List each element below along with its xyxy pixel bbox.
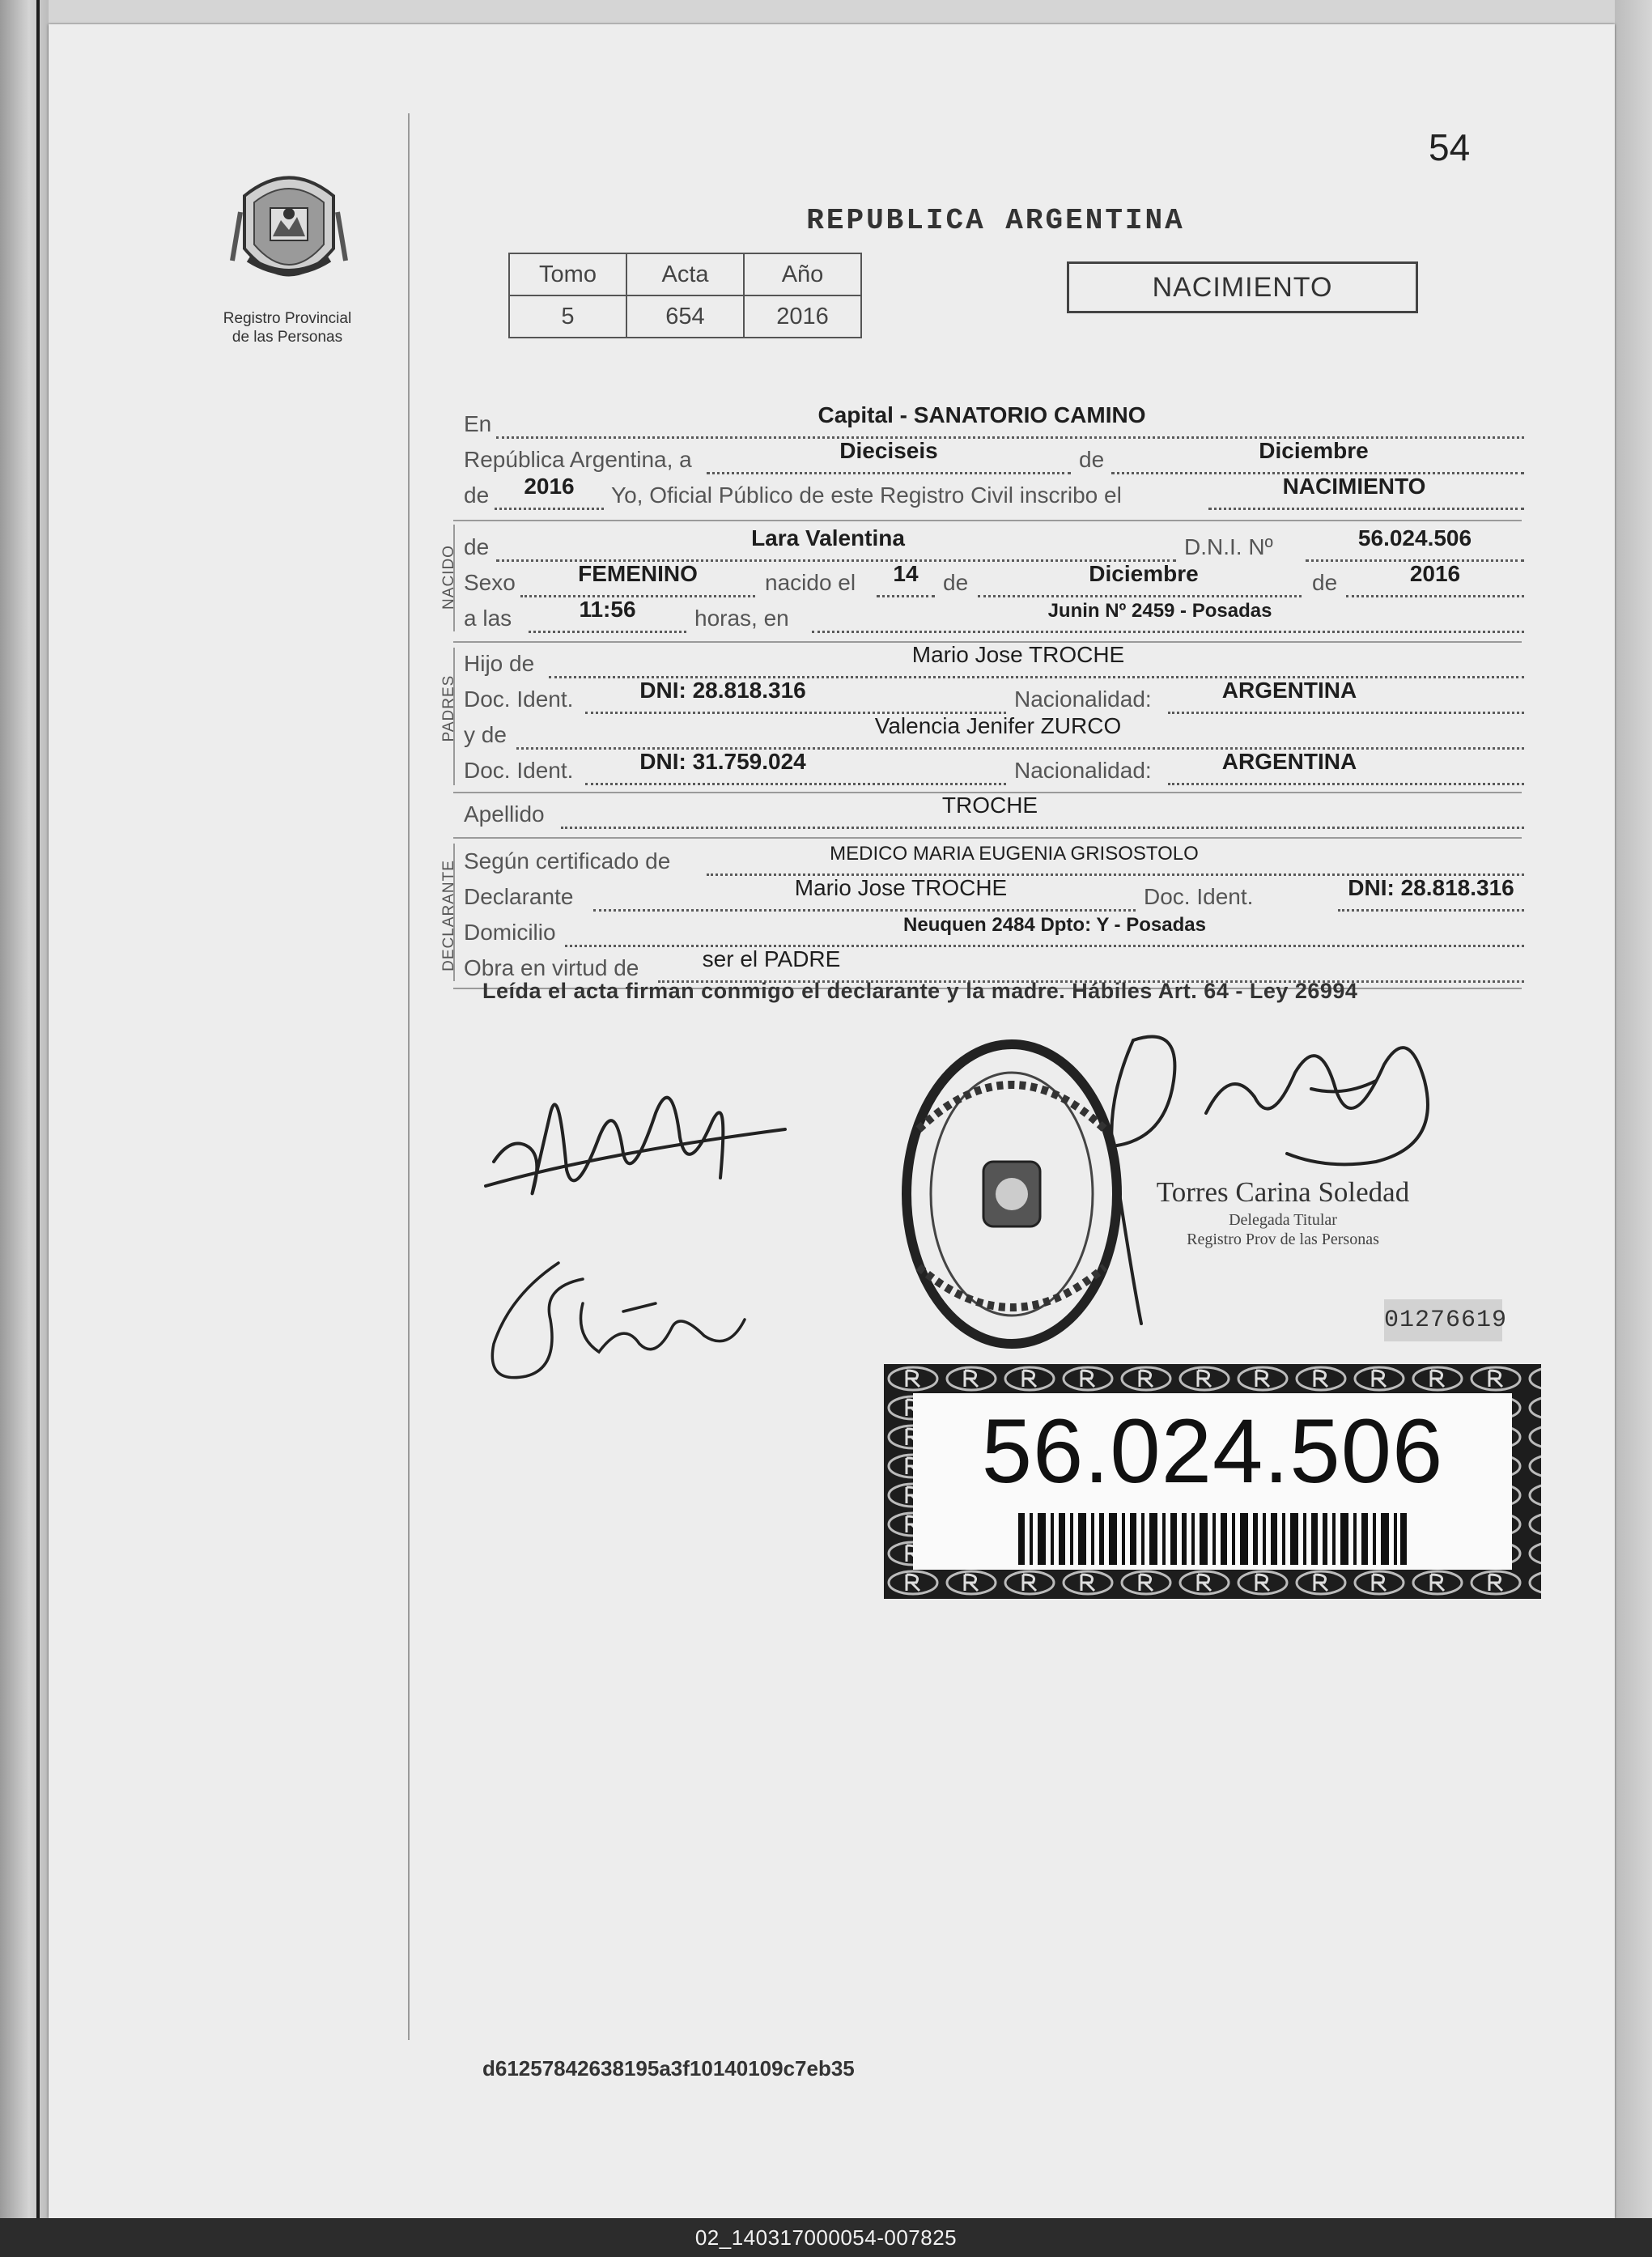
nacionalidad-label: Nacionalidad: bbox=[1014, 686, 1152, 712]
time-value: 11:56 bbox=[579, 597, 636, 622]
row-mother-doc bbox=[464, 749, 1524, 790]
dots bbox=[529, 631, 686, 633]
de-label: de bbox=[464, 482, 490, 508]
dots bbox=[812, 631, 1524, 633]
declarante-section-label: DECLARANTE bbox=[440, 860, 457, 971]
place-value: Capital - SANATORIO CAMINO bbox=[818, 402, 1146, 427]
registry-name-line2: de las Personas bbox=[231, 329, 343, 346]
mother-doc-value: DNI: 31.759.024 bbox=[639, 749, 806, 774]
birth-day-value: 14 bbox=[893, 561, 919, 586]
birth-month-value: Diciembre bbox=[1089, 561, 1199, 586]
official-name: Torres Carina Soledad bbox=[1156, 1176, 1410, 1208]
acta-header: Acta bbox=[626, 253, 744, 295]
surname-value: TROCHE bbox=[941, 793, 1038, 818]
dots bbox=[561, 827, 1524, 829]
registration-header-row bbox=[509, 253, 861, 295]
republica-label: República Argentina, a bbox=[464, 447, 692, 472]
father-nationality-value: ARGENTINA bbox=[1221, 678, 1357, 703]
anio-value: 2016 bbox=[744, 295, 861, 338]
tomo-value: 5 bbox=[509, 295, 626, 338]
officer-text: Yo, Oficial Público de este Registro Civil inscribo el bbox=[611, 482, 1122, 508]
section-divider bbox=[453, 837, 1522, 839]
birth-address-value: Junin Nº 2459 - Posadas bbox=[1047, 600, 1272, 622]
sexo-label: Sexo bbox=[464, 570, 516, 595]
act-type-value: NACIMIENTO bbox=[1282, 474, 1426, 499]
declarant-signature bbox=[478, 1065, 801, 1259]
document-hash: d61257842638195a3f10140109c7eb35 bbox=[482, 2056, 855, 2081]
doc-label: Doc. Ident. bbox=[464, 758, 574, 783]
apellido-label: Apellido bbox=[464, 801, 545, 827]
row-declarant bbox=[464, 875, 1524, 916]
mother-signature bbox=[461, 1231, 769, 1401]
declarant-doc-value: DNI: 28.818.316 bbox=[1348, 875, 1514, 900]
de-label: de bbox=[943, 570, 969, 595]
dots bbox=[1168, 712, 1524, 714]
record-type-box: NACIMIENTO bbox=[1067, 261, 1418, 313]
left-background bbox=[0, 0, 49, 2218]
row-surname bbox=[464, 793, 1524, 834]
sex-value: FEMENINO bbox=[578, 561, 698, 586]
registry-name bbox=[202, 309, 372, 346]
father-doc-value: DNI: 28.818.316 bbox=[639, 678, 806, 703]
de-label: de bbox=[1079, 447, 1105, 472]
capacity-value: ser el PADRE bbox=[702, 946, 841, 971]
row-year bbox=[464, 474, 1524, 515]
mother-nationality-value: ARGENTINA bbox=[1221, 749, 1357, 774]
nacido-label: nacido el bbox=[765, 570, 856, 595]
dots bbox=[877, 595, 935, 597]
dots bbox=[1168, 783, 1524, 785]
dots bbox=[593, 909, 1136, 912]
dots bbox=[1208, 508, 1524, 510]
serial-number: 01276619 bbox=[1384, 1299, 1502, 1341]
barcode bbox=[1018, 1513, 1407, 1565]
declarante-label: Declarante bbox=[464, 884, 574, 909]
father-name-value: Mario Jose TROCHE bbox=[911, 642, 1125, 667]
registration-table bbox=[508, 253, 862, 338]
document-title: REPUBLICA ARGENTINA bbox=[806, 204, 1185, 237]
horas-label: horas, en bbox=[694, 606, 789, 631]
left-page-edge bbox=[36, 0, 40, 2218]
dots bbox=[585, 783, 1006, 785]
obra-label: Obra en virtud de bbox=[464, 955, 639, 980]
child-name-value: Lara Valentina bbox=[751, 525, 905, 550]
acta-value: 654 bbox=[626, 295, 744, 338]
y-de-label: y de bbox=[464, 722, 507, 747]
right-background bbox=[1615, 0, 1652, 2218]
official-role-line1: Delegada Titular bbox=[1229, 1211, 1337, 1229]
official-role bbox=[1121, 1210, 1445, 1249]
a-las-label: a las bbox=[464, 606, 512, 631]
scan-id-footer: 02_140317000054-007825 bbox=[0, 2218, 1652, 2257]
birth-year-value: 2016 bbox=[1409, 561, 1461, 586]
de-label: de bbox=[1312, 570, 1338, 595]
de-label: de bbox=[464, 534, 490, 559]
sticker-label bbox=[913, 1393, 1512, 1570]
child-dni-value: 56.024.506 bbox=[1357, 525, 1472, 550]
certificate-page bbox=[49, 24, 1615, 2218]
month-value: Diciembre bbox=[1259, 438, 1369, 463]
doc-label: Doc. Ident. bbox=[464, 686, 574, 712]
dni-label: D.N.I. Nº bbox=[1184, 534, 1273, 559]
domicile-value: Neuquen 2484 Dpto: Y - Posadas bbox=[903, 914, 1206, 936]
tomo-header: Tomo bbox=[509, 253, 626, 295]
nacido-section-label: NACIDO bbox=[440, 545, 457, 610]
row-domicile bbox=[464, 914, 1524, 952]
row-time-place bbox=[464, 597, 1524, 638]
dots bbox=[495, 508, 604, 510]
anio-header: Año bbox=[744, 253, 861, 295]
dots bbox=[1338, 909, 1524, 912]
domicilio-label: Domicilio bbox=[464, 920, 556, 945]
official-role-line2: Registro Prov de las Personas bbox=[1187, 1231, 1379, 1248]
nacionalidad-label: Nacionalidad: bbox=[1014, 758, 1152, 783]
doc-label: Doc. Ident. bbox=[1144, 884, 1254, 909]
section-divider bbox=[453, 520, 1522, 521]
dots bbox=[1346, 595, 1524, 597]
closing-statement: Leída el acta firman conmigo el declarante y la madre. Hábiles Art. 64 - Ley 26994 bbox=[482, 979, 1358, 1003]
page-number: 54 bbox=[1429, 126, 1471, 168]
dni-number: 56.024.506 bbox=[981, 1401, 1444, 1502]
misiones-seal-icon bbox=[228, 164, 350, 293]
dots bbox=[707, 472, 1071, 474]
day-words-value: Dieciseis bbox=[839, 438, 938, 463]
mother-name-value: Valencia Jenifer ZURCO bbox=[874, 713, 1122, 738]
hijo-label: Hijo de bbox=[464, 651, 535, 676]
certificado-label: Según certificado de bbox=[464, 848, 671, 873]
en-label: En bbox=[464, 411, 492, 436]
year-value: 2016 bbox=[524, 474, 575, 499]
margin-line bbox=[408, 113, 410, 2040]
dni-sticker bbox=[884, 1364, 1541, 1599]
certificate-value: MEDICO MARIA EUGENIA GRISOSTOLO bbox=[830, 843, 1199, 865]
dots bbox=[978, 595, 1302, 597]
registry-name-line1: Registro Provincial bbox=[223, 310, 352, 327]
padres-section-label: PADRES bbox=[440, 674, 457, 742]
declarant-name-value: Mario Jose TROCHE bbox=[794, 875, 1008, 900]
registration-value-row bbox=[509, 295, 861, 338]
